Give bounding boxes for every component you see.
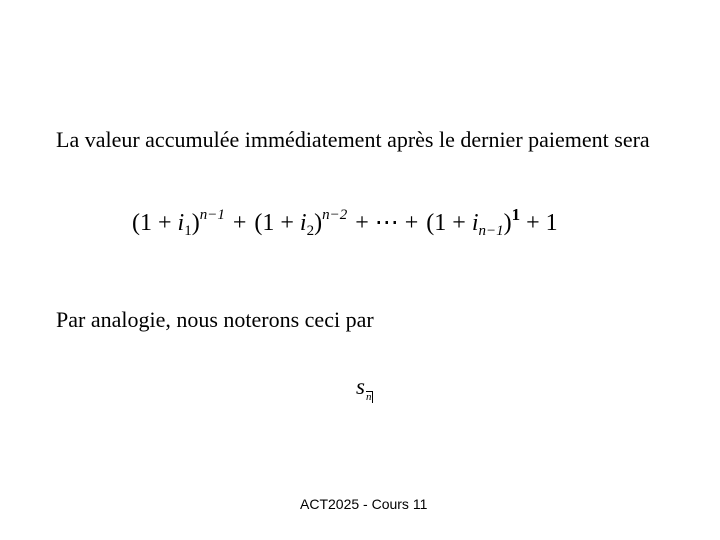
formula-s-angle-n [356, 374, 373, 403]
formula-sub-1: 1 [184, 223, 192, 239]
formula-s-symbol: s [356, 374, 365, 399]
formula-sub-3: n−1 [478, 223, 504, 239]
formula-var-i-2: i [299, 210, 307, 236]
formula-exp-2: n−2 [322, 207, 348, 223]
formula-var-i-3: i [471, 210, 479, 236]
formula-accumulated-value [132, 205, 558, 239]
formula-term-open-2: (1 + [254, 210, 300, 236]
formula-close-1: ) [191, 210, 200, 236]
formula-var-i-1: i [177, 210, 185, 236]
formula-sub-2: 2 [306, 223, 315, 239]
formula-dots: + ⋯ + [349, 210, 425, 236]
formula-term-open-1: (1 + [132, 210, 178, 236]
formula-exp-1: n−1 [199, 207, 225, 223]
formula-end: + 1 [520, 210, 558, 236]
formula-exp-3: 1 [511, 205, 521, 224]
formula-close-2: ) [314, 210, 323, 236]
formula-plus-1: + [226, 210, 253, 236]
footer-course: ACT2025 - Cours 11 [300, 496, 428, 512]
formula-close-3: ) [503, 210, 512, 236]
formula-term-open-3: (1 + [426, 210, 472, 236]
formula-angle-n: n [365, 391, 372, 403]
paragraph-accumulated-value: La valeur accumulée immédiatement après le dernier paiement sera [56, 127, 650, 152]
paragraph-analogy: Par analogie, nous noterons ceci par [56, 307, 374, 332]
